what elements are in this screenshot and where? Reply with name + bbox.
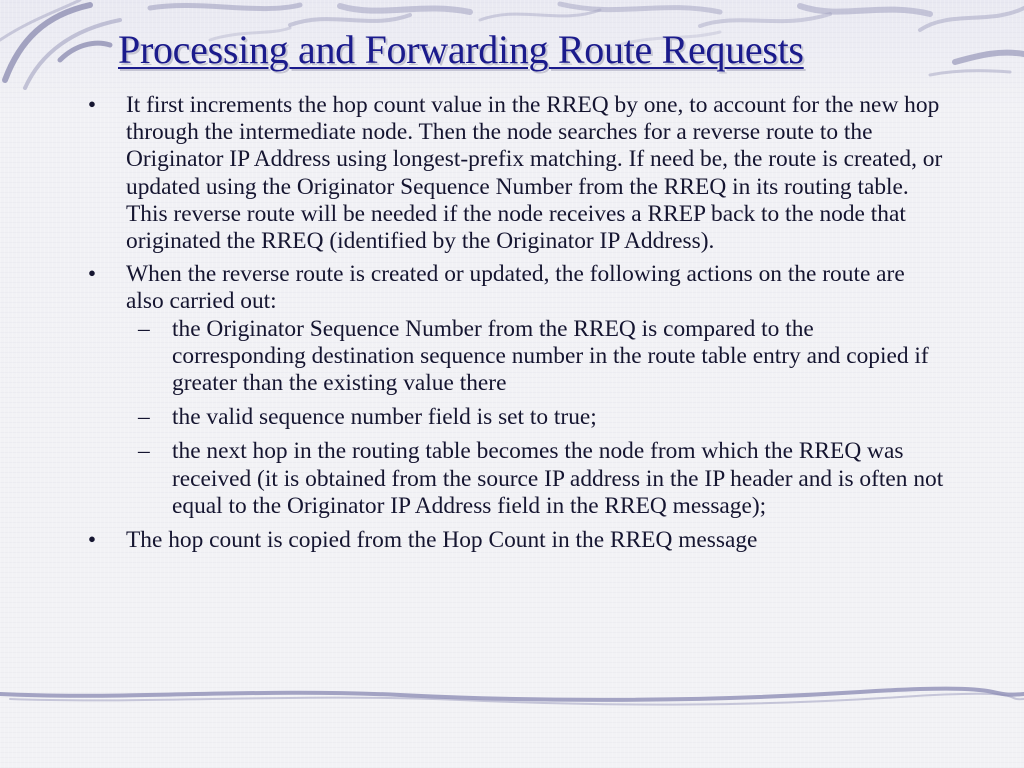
sub-bullet-text: the Originator Sequence Number from the RREQ is compared to the corresponding destination sequence number in the route table entry and copied if greater than the existing value there [172, 315, 929, 397]
bullet-item [84, 261, 944, 520]
sub-bullet-text: the next hop in the routing table becomes the node from which the RREQ was received (it is obtained from the source IP address in the IP header and is often not equal to the Originator IP Address field in the RREQ message); [172, 438, 944, 519]
bullet-item [84, 527, 944, 554]
dash-marker: – [138, 438, 150, 465]
bullet-text: When the reverse route is created or updated, the following actions on the route are also carried out: [126, 261, 905, 315]
bullet-text: The hop count is copied from the Hop Count in the RREQ message [126, 527, 758, 554]
bullet-marker: • [87, 92, 97, 118]
bullet-marker: • [87, 261, 97, 288]
bullet-text: It first increments the hop count value in the RREQ by one, to account for the new hop through the intermediate node. Then the node searches for a reverse route to the Originator IP Address using longest-prefix matching. If need be, the route is created, or updated using the Originator Sequence Number from the RREQ in its routing table. This reverse route will be needed if the node receives a RREP back to the node that originated the RREQ (identified by the Originator IP Address). [126, 92, 943, 255]
sub-bullet-list [126, 316, 944, 520]
bullet-item [84, 92, 944, 255]
slide-title: Processing and Forwarding Route Requests [118, 27, 804, 72]
slide-body [84, 92, 944, 560]
bullet-marker: • [87, 527, 97, 554]
wave-line-decoration [0, 682, 1024, 712]
bullet-list [84, 92, 944, 554]
sub-bullet-text: the valid sequence number field is set to true; [172, 404, 597, 431]
dash-marker: – [138, 404, 150, 431]
sub-bullet-item [84, 316, 944, 398]
sub-bullet-item [84, 404, 944, 431]
dash-marker: – [138, 315, 150, 342]
sub-bullet-item [84, 438, 944, 520]
